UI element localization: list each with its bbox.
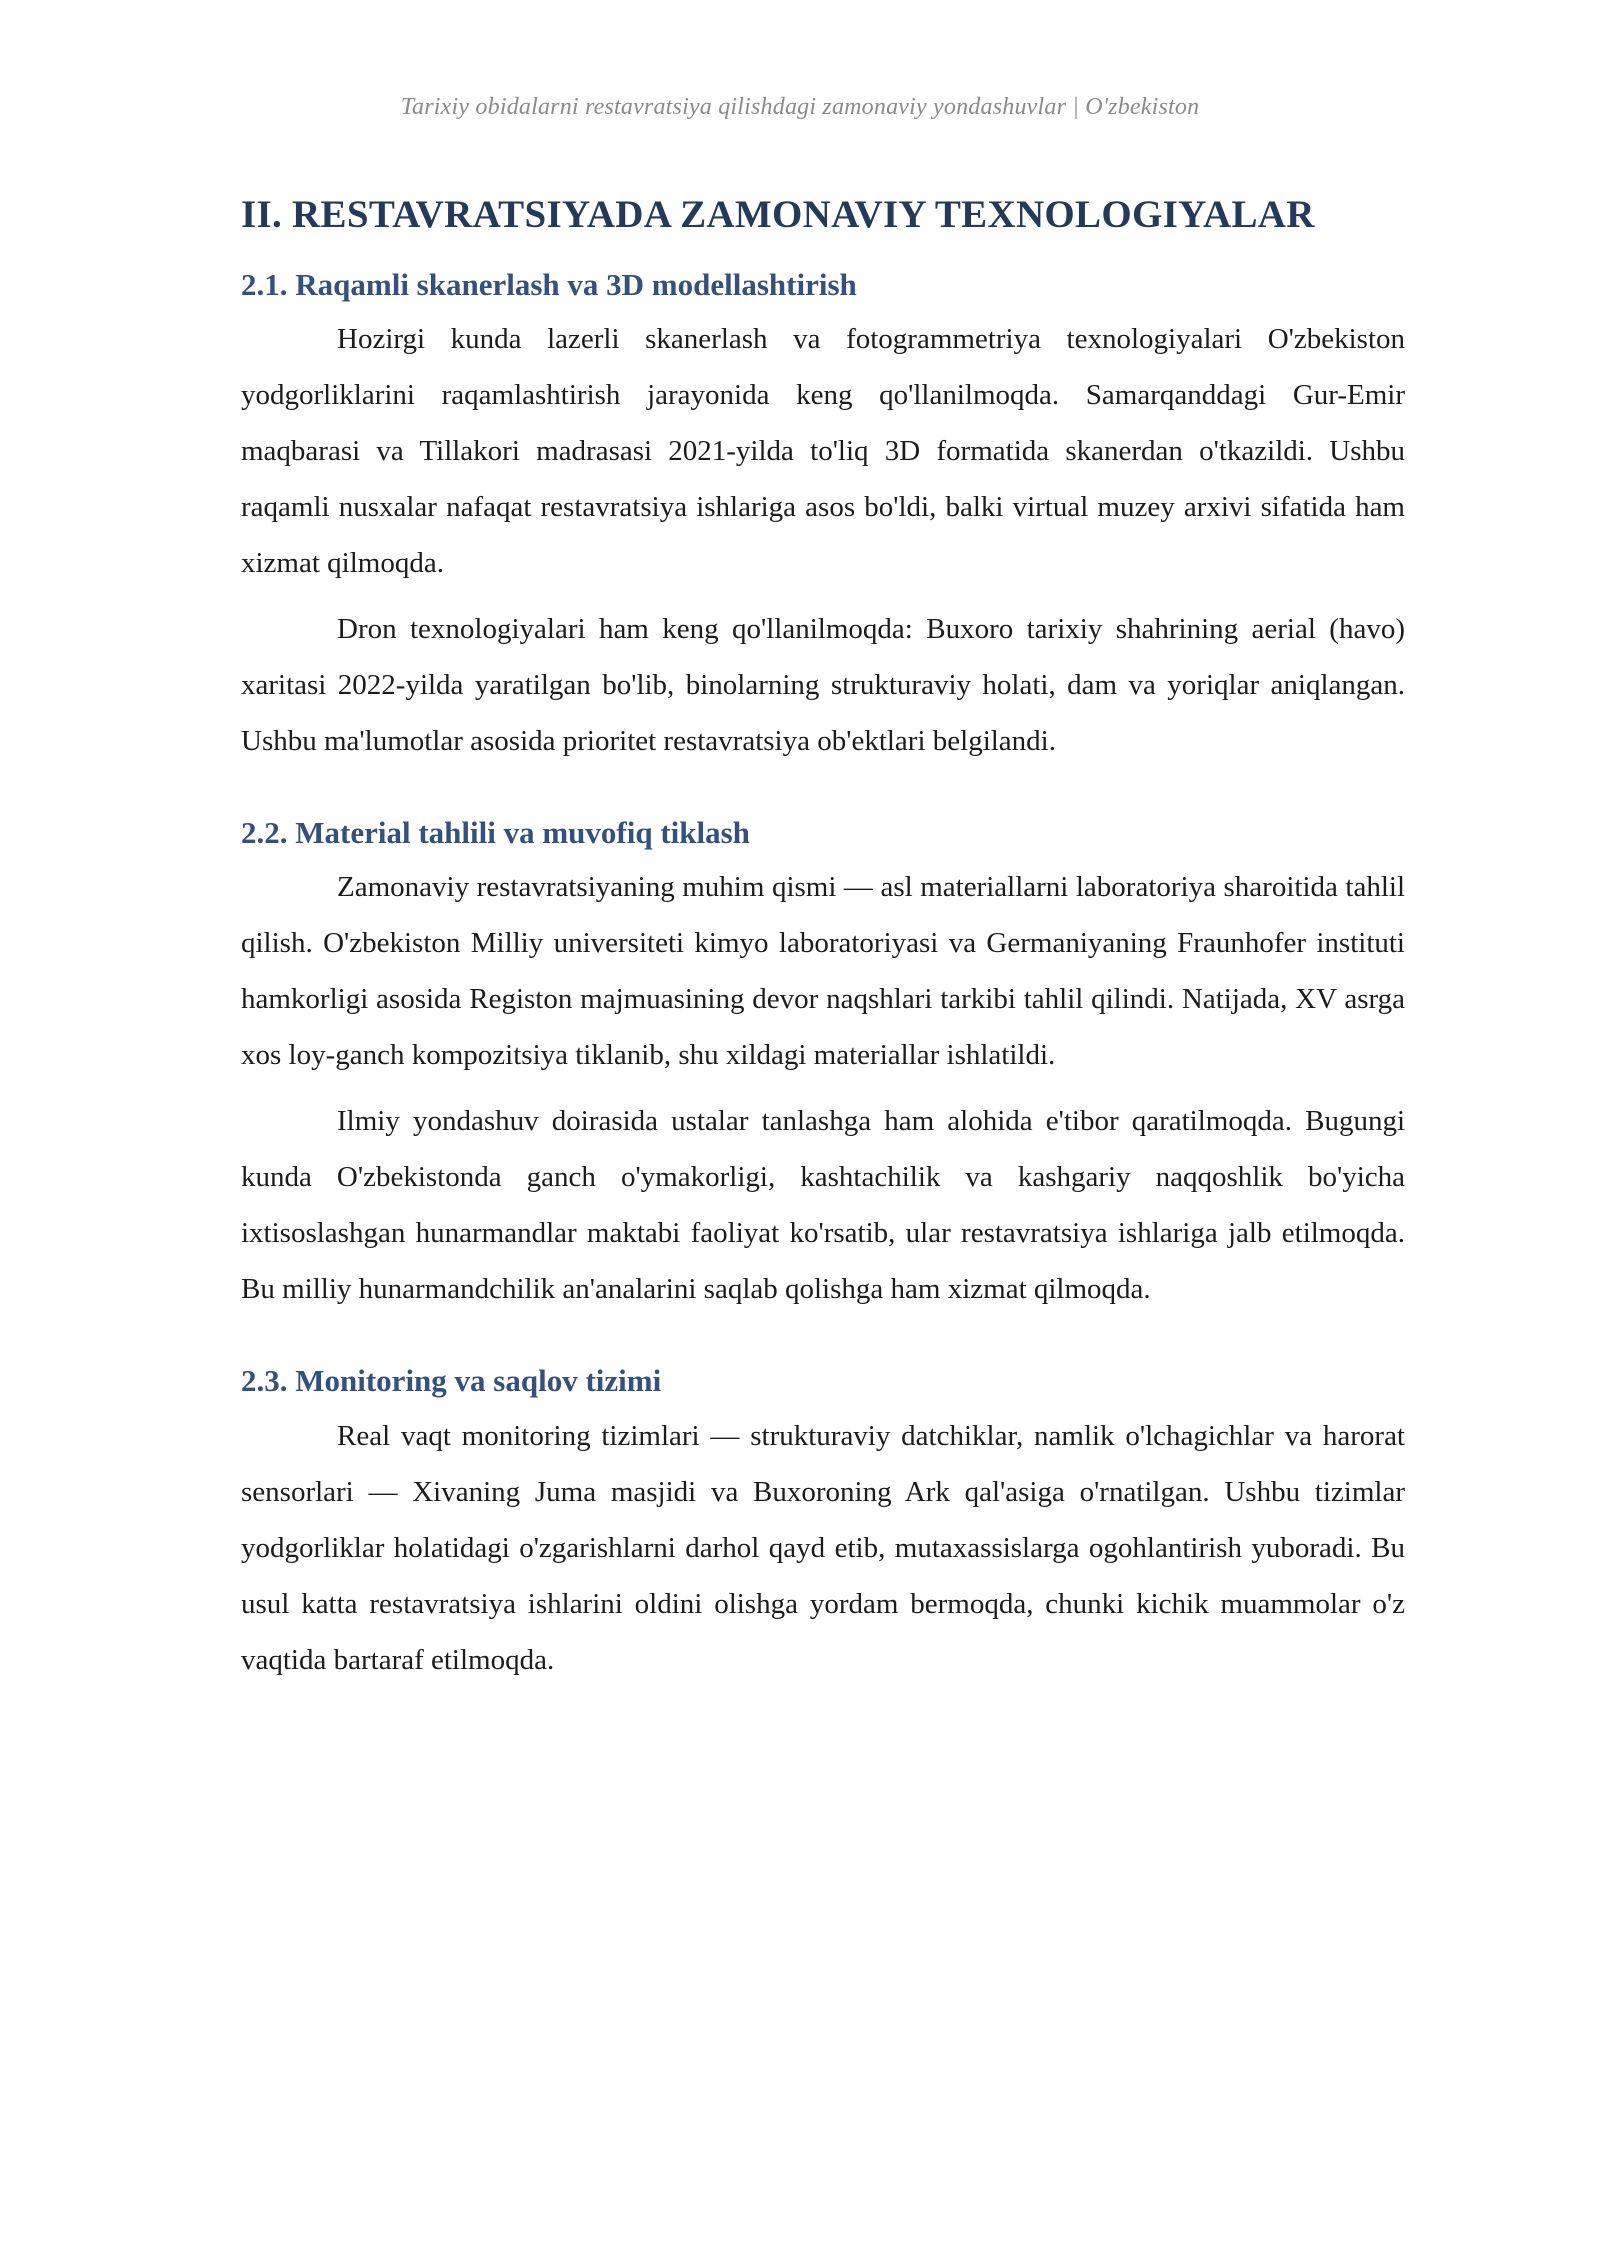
body-paragraph: Hozirgi kunda lazerli skanerlash va fotogrammetriya texnologiyalari O'zbekiston yodgorliklarini raqamlashtirish jarayonida keng qo'llanilmoqda. Samarqanddagi Gur-Emir maqbarasi va Tillakori madrasasi 2021-yilda to'liq 3D formatida skanerdan o'tkazildi. Ushbu raqamli nusxalar nafaqat restavratsiya ishlariga asos bo'ldi, balki virtual muzey arxivi sifatida ham xizmat qilmoqda. (241, 323, 1405, 580)
chapter-title: II. RESTAVRATSIYADA ZAMONAVIY TEXNOLOGIYALAR (241, 193, 1315, 236)
page-content (241, 192, 1405, 1698)
section-2-1 (241, 265, 1405, 769)
section-heading: 2.3. Monitoring va saqlov tizimi (241, 1363, 662, 1399)
body-paragraph: Real vaqt monitoring tizimlari — strukturaviy datchiklar, namlik o'lchagichlar va harorat sensorlari — Xivaning Juma masjidi va Buxoroning Ark qal'asiga o'rnatilgan. Ushbu tizimlar yodgorliklar holatidagi o'zgarishlarni darhol qayd etib, mutaxassislarga ogohlantirish yuboradi. Bu usul katta restavratsiya ishlarini oldini olishga yordam bermoqda, chunki kichik muammolar o'z vaqtida bartaraf etilmoqda. (241, 1419, 1405, 1676)
section-2-2 (241, 813, 1405, 1317)
body-paragraph: Ilmiy yondashuv doirasida ustalar tanlashga ham alohida e'tibor qaratilmoqda. Bugungi kunda O'zbekistonda ganch o'ymakorligi, kashtachilik va kashgariy naqqoshlik bo'yicha ixtisoslashgan hunarmandlar maktabi faoliyat ko'rsatib, ular restavratsiya ishlariga jalb etilmoqda. Bu milliy hunarmandchilik an'analarini saqlab qolishga ham xizmat qilmoqda. (241, 1105, 1405, 1306)
body-paragraph: Zamonaviy restavratsiyaning muhim qismi — asl materiallarni laboratoriya sharoitida tahlil qilish. O'zbekiston Milliy universiteti kimyo laboratoriyasi va Germaniyaning Fraunhofer instituti hamkorligi asosida Registon majmuasining devor naqshlari tarkibi tahlil qilindi. Natijada, XV asrga xos loy-ganch kompozitsiya tiklanib, shu xildagi materiallar ishlatildi. (241, 871, 1405, 1072)
section-heading: 2.1. Raqamli skanerlash va 3D modellashtirish (241, 266, 857, 302)
body-paragraph: Dron texnologiyalari ham keng qo'llanilmoqda: Buxoro tarixiy shahrining aerial (havo) xaritasi 2022-yilda yaratilgan bo'lib, binolarning strukturaviy holati, dam va yoriqlar aniqlangan. Ushbu ma'lumotlar asosida prioritet restavratsiya ob'ektlari belgilandi. (241, 613, 1405, 758)
running-header: Tarixiy obidalarni restavratsiya qilishdagi zamonaviy yondashuvlar | O'zbekiston (400, 94, 1200, 120)
section-2-3 (241, 1361, 1405, 1687)
section-heading: 2.2. Material tahlili va muvofiq tiklash (241, 815, 750, 851)
